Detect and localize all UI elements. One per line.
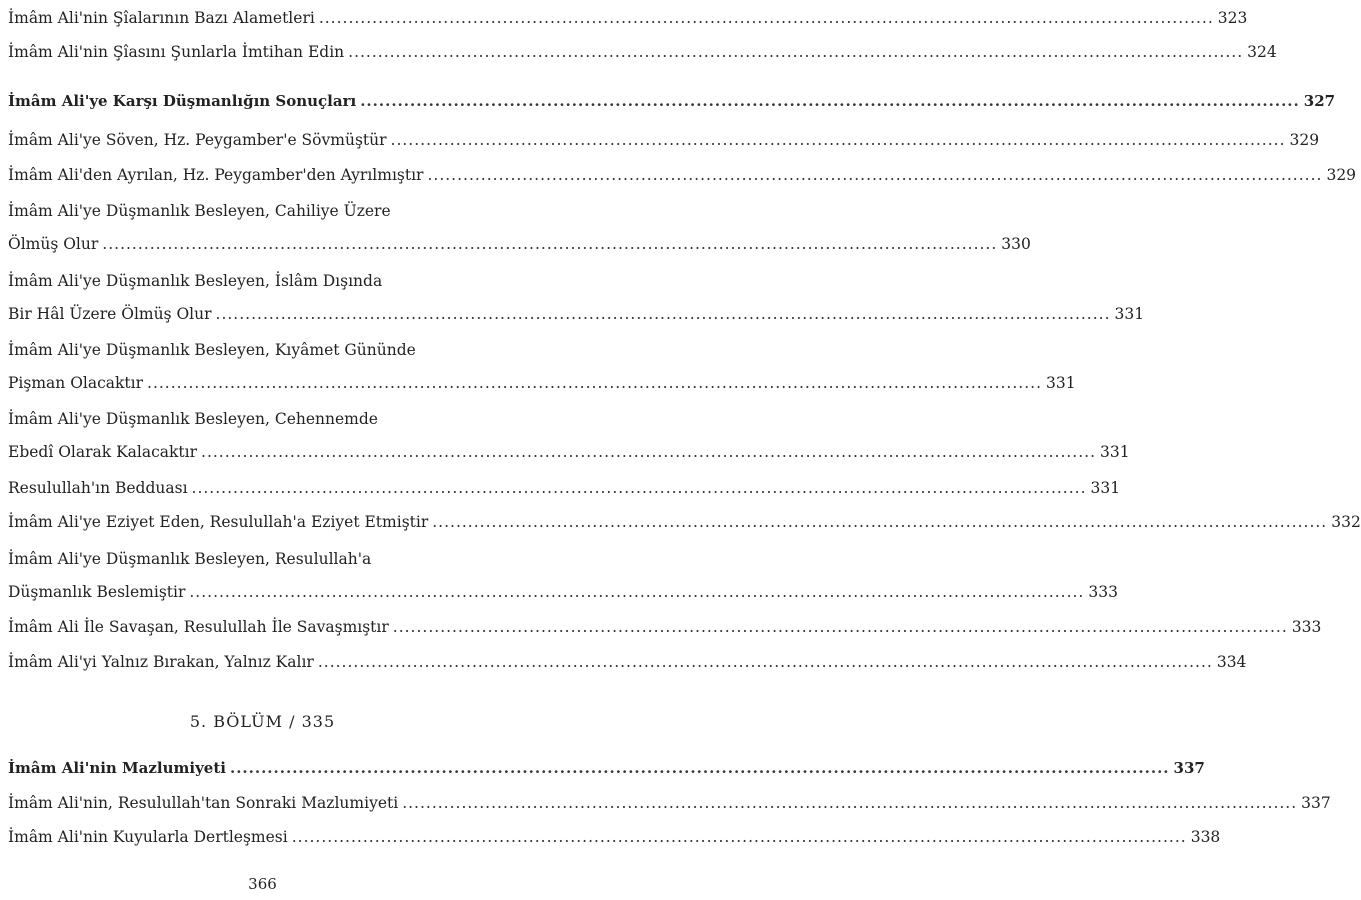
toc-entry-title: İmâm Ali'ye Karşı Düşmanlığın Sonuçları: [8, 92, 357, 110]
toc-entry: [8, 340, 498, 360]
toc-entry: [8, 478, 1121, 498]
toc-entry: [8, 442, 1130, 462]
toc-entry-page: 337: [1173, 759, 1205, 777]
toc-entry-title: İmâm Ali'ye Söven, Hz. Peygamber'e Sövmüştür: [8, 131, 387, 149]
dot-leader: .......................................................................................................................................................: [215, 305, 1111, 323]
toc-entry-page: 330: [1001, 235, 1031, 253]
toc-entry: [8, 793, 1331, 813]
dot-leader: .......................................................................................................................................................: [392, 618, 1288, 636]
toc-entry-title: İmâm Ali'den Ayrılan, Hz. Peygamber'den Ayrılmıştır: [8, 166, 424, 184]
toc-entry-title: İmâm Ali'ye Düşmanlık Besleyen, Cahiliye Üzere: [8, 202, 391, 220]
toc-entry: [8, 652, 1247, 672]
toc-entry-title: Ebedî Olarak Kalacaktır: [8, 443, 198, 461]
toc-entry: [8, 617, 1322, 637]
dot-leader: .......................................................................................................................................................: [317, 653, 1213, 671]
dot-leader: .......................................................................................................................................................: [432, 513, 1328, 531]
section-heading: 5. BÖLÜM / 335: [189, 712, 336, 731]
dot-leader: .......................................................................................................................................................: [102, 235, 998, 253]
toc-entry: [8, 582, 1118, 602]
dot-leader: .......................................................................................................................................................: [201, 443, 1097, 461]
toc-entry-title: İmâm Ali'nin Şîalarının Bazı Alametleri: [8, 9, 315, 27]
toc-entry: [8, 165, 1357, 185]
toc-entry-page: 331: [1046, 374, 1076, 392]
dot-leader: .......................................................................................................................................................: [348, 43, 1244, 61]
dot-leader: .......................................................................................................................................................: [189, 583, 1085, 601]
toc-entry-title: İmâm Ali'yi Yalnız Bırakan, Yalnız Kalır: [8, 653, 314, 671]
toc-entry-title: Düşmanlık Beslemiştir: [8, 583, 186, 601]
dot-leader: .......................................................................................................................................................: [427, 166, 1323, 184]
toc-entry: [8, 271, 498, 291]
toc-entry-page: 332: [1331, 513, 1361, 531]
toc-entry: [8, 827, 1221, 847]
toc-entry-page: 337: [1301, 794, 1331, 812]
toc-entry-title: Pişman Olacaktır: [8, 374, 144, 392]
toc-entry-page: 327: [1303, 92, 1336, 110]
dot-leader: .......................................................................................................................................................: [360, 92, 1300, 110]
toc-entry-title: İmâm Ali'ye Düşmanlık Besleyen, Kıyâmet Gününde: [8, 341, 416, 359]
toc-entry-page: 329: [1289, 131, 1320, 149]
dot-leader: .......................................................................................................................................................: [191, 479, 1087, 497]
dot-leader: .......................................................................................................................................................: [390, 131, 1286, 149]
toc-entry-title: İmâm Ali'nin Kuyularla Dertleşmesi: [8, 828, 288, 846]
toc-entry-page: 323: [1217, 9, 1248, 27]
toc-entry-title: İmâm Ali'ye Eziyet Eden, Resulullah'a Eziyet Etmiştir: [8, 513, 429, 531]
toc-entry-page: 329: [1326, 166, 1357, 184]
toc-entry-title: Bir Hâl Üzere Ölmüş Olur: [8, 305, 212, 323]
toc-entry: [8, 201, 498, 221]
toc-entry-title: İmâm Ali'nin, Resulullah'tan Sonraki Mazlumiyeti: [8, 794, 399, 812]
dot-leader: .......................................................................................................................................................: [402, 794, 1298, 812]
toc-entry: [8, 234, 1031, 254]
toc-entry: [8, 8, 1248, 28]
toc-entry-page: 331: [1090, 479, 1121, 497]
toc-entry-page: 333: [1088, 583, 1118, 601]
toc-entry-page: 333: [1291, 618, 1322, 636]
toc-entry: [8, 130, 1320, 150]
toc-entry-title: İmâm Ali İle Savaşan, Resulullah İle Savaşmıştır: [8, 618, 389, 636]
toc-entry-page: 331: [1114, 305, 1145, 323]
toc-entry: [8, 409, 498, 429]
toc-entry-page: 324: [1247, 43, 1277, 61]
toc-entry-page: 334: [1216, 653, 1247, 671]
toc-entry: [8, 42, 1277, 62]
toc-entry: [8, 549, 498, 569]
page-number: 366: [248, 875, 277, 893]
dot-leader: .......................................................................................................................................................: [318, 9, 1214, 27]
toc-entry-title: Ölmüş Olur: [8, 235, 99, 253]
toc-entry-page: 338: [1190, 828, 1221, 846]
toc-entry: [8, 758, 1205, 778]
toc-entry-title: İmâm Ali'ye Düşmanlık Besleyen, Resulullah'a: [8, 550, 372, 568]
dot-leader: .......................................................................................................................................................: [291, 828, 1187, 846]
toc-entry: [8, 512, 1361, 532]
toc-entry: [8, 91, 1336, 111]
toc-entry-title: İmâm Ali'ye Düşmanlık Besleyen, İslâm Dışında: [8, 272, 383, 290]
dot-leader: .......................................................................................................................................................: [147, 374, 1042, 392]
toc-entry-title: Resulullah'ın Bedduası: [8, 479, 188, 497]
toc-entry-title: İmâm Ali'nin Şîasını Şunlarla İmtihan Edin: [8, 43, 345, 61]
toc-entry: [8, 304, 1145, 324]
toc-entry-title: İmâm Ali'ye Düşmanlık Besleyen, Cehennemde: [8, 410, 378, 428]
toc-entry: [8, 373, 1076, 393]
dot-leader: .......................................................................................................................................................: [229, 759, 1170, 777]
toc-entry-page: 331: [1100, 443, 1130, 461]
toc-entry-title: İmâm Ali'nin Mazlumiyeti: [8, 759, 226, 777]
